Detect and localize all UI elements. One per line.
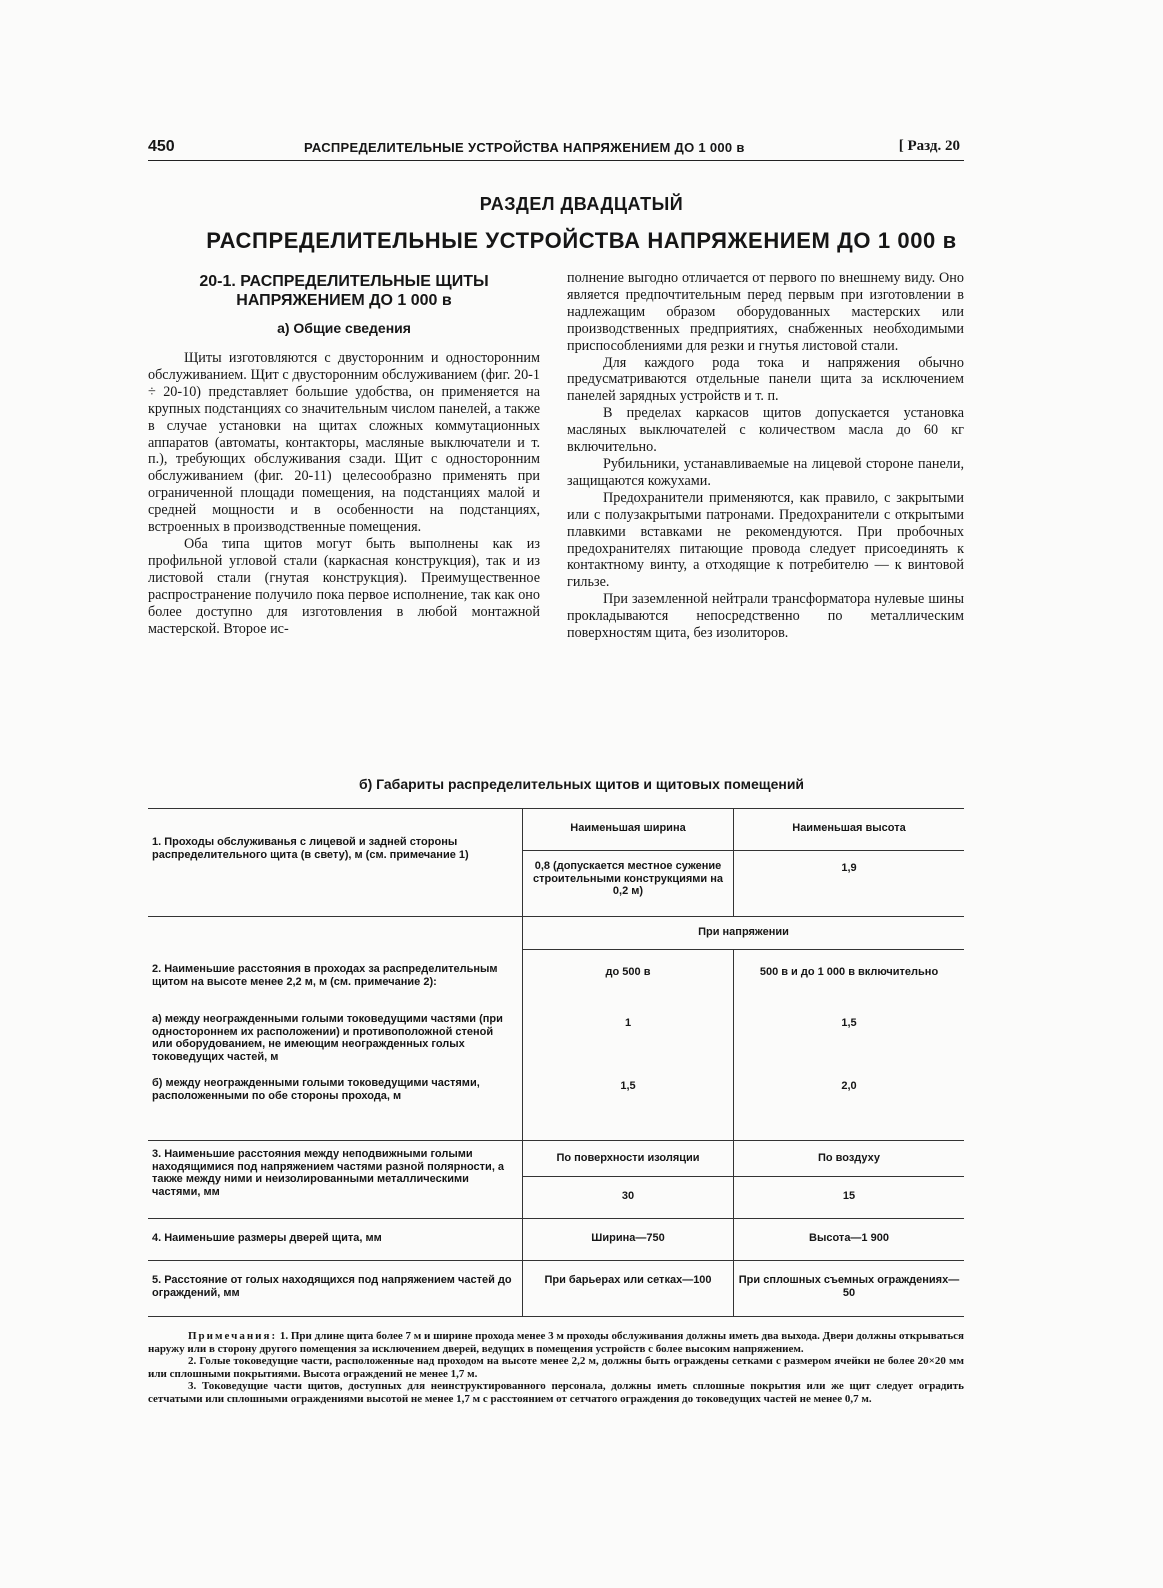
paragraph: Рубильники, устанавливаемые на лицевой стороне панели, защищаются кожухами. [567, 455, 964, 489]
table-rule [148, 916, 964, 917]
row5-col2-value: При сплошных съемных ограждениях—50 [738, 1274, 960, 1299]
row4-col1-value: Ширина—750 [591, 1232, 665, 1244]
section-label: РАЗДЕЛ ДВАДЦАТЫЙ [479, 194, 684, 214]
subsection-title-line1: 20-1. РАСПРЕДЕЛИТЕЛЬНЫЕ ЩИТЫ [199, 273, 489, 290]
row2a-col2: 1,5 [841, 1017, 857, 1029]
row3-col2-header: По воздуху [817, 1152, 881, 1164]
left-column [148, 272, 540, 637]
subsection-title-line2: НАПРЯЖЕНИЕМ ДО 1 000 в [236, 292, 452, 309]
section-reference: [ Разд. 20 [898, 138, 960, 154]
row1-col1-value: 0,8 (допускается местное сужение строительными конструкциями на 0,2 м) [532, 860, 724, 897]
row3-col1-header: По поверхности изоляции [556, 1152, 700, 1164]
paragraph: Щиты изготовляются с двусторонним и односторонним обслуживанием. Щит с двусторонним обслуживанием (фиг. 20-1 ÷ 20-10) представляет большие удобства, он применяется на крупных подстанциях со значительным числом панелей, а также в случае установки на щитах сложных коммутационных аппаратов (автоматы, контакторы, масляные выключатели и т. п.), требующих обслуживания сзади. Щит с односторонним обслуживанием (фиг. 20-11) целесообразно применять при ограниченной площади помещения, на подстанциях малой и средней мощности и в особенности на подстанциях, встроенных в производственные помещения. [148, 350, 540, 536]
row1-label: 1. Проходы обслуживанья с лицевой и задней стороны распределительного щита (в свету), м (см. примечание 1) [152, 836, 469, 861]
running-title: РАСПРЕДЕЛИТЕЛЬНЫЕ УСТРОЙСТВА НАПРЯЖЕНИЕМ ДО 1 000 в [304, 140, 745, 155]
subsection-title [148, 272, 540, 310]
row2a-col1: 1 [624, 1017, 632, 1029]
note-1 [148, 1330, 964, 1355]
right-column [567, 270, 964, 642]
row1-col1-header: Наименьшая ширина [570, 822, 686, 834]
note-2: 2. Голые токоведущие части, расположенные над проходом на высоте менее 2,2 м, должны быть ограждены сетками с размером ячейки не более 20×20 мм или сплошными покрытиями. Высота ограждений не менее 1,7 м. [148, 1355, 964, 1380]
row2a-label: а) между неогражденными голыми токоведущими частями (при одностороннем их расположении) и противоположной стеной или оборудованием, не имеющим неогражденных голых токоведущих частей, м [152, 1013, 503, 1063]
dimensions-table [148, 806, 964, 1326]
table-rule [148, 1260, 964, 1261]
table-rule [148, 1316, 964, 1317]
row4-label: 4. Наименьшие размеры дверей щита, мм [152, 1232, 382, 1244]
table-notes [148, 1330, 964, 1406]
row2-label: 2. Наименьшие расстояния в проходах за распределительным щитом на высоте менее 2,2 м, м (см. примечание 2): [152, 963, 498, 988]
table-rule [733, 808, 734, 916]
running-header [148, 138, 964, 161]
row4-col2-value: Высота—1 900 [809, 1232, 889, 1244]
row5-col1-value: При барьерах или сетках—100 [544, 1274, 712, 1286]
notes-lead: Примечания: [188, 1330, 278, 1342]
row2-col1-header: до 500 в [605, 966, 651, 978]
table-rule [522, 808, 523, 1316]
paragraph: При заземленной нейтрали трансформатора нулевые шины прокладываются непосредственно по металлическим поверхностям щита, без изолиторов. [567, 591, 964, 642]
section-title: РАСПРЕДЕЛИТЕЛЬНЫЕ УСТРОЙСТВА НАПРЯЖЕНИЕМ ДО 1 000 в [206, 228, 957, 253]
subsection-subtitle: а) Общие сведения [277, 320, 411, 336]
row3-label: 3. Наименьшие расстояния между неподвижными голыми находящимися под напряжением частями разной полярности, а также между ними и неизолированными металлическими частями, мм [152, 1148, 505, 1198]
paragraph: Оба типа щитов могут быть выполнены как из профильной угловой стали (каркасная конструкция), так и из листовой стали (гнутая конструкция). Преимущественное распространение получило пока первое исполнение, так как оно более доступно для изготовления в любой монтажной мастерской. Второе ис- [148, 535, 540, 637]
row2-col2-header: 500 в и до 1 000 в включительно [759, 966, 939, 978]
paragraph: Для каждого рода тока и напряжения обычно предусматриваются отдельные панели щита за исключением панелей зарядных устройств и т. п. [567, 354, 964, 405]
table-rule [522, 850, 964, 851]
table-rule [148, 1140, 964, 1141]
voltage-header: При напряжении [698, 926, 789, 938]
paragraph: полнение выгодно отличается от первого по внешнему виду. Оно является предпочтительным перед первым при изготовлении в надлежащим образом оборудованных мастерских или производственных предприятиях, снабженных необходимыми приспособлениями для резки и гнутья листовой стали. [567, 270, 964, 354]
table-heading: б) Габариты распределительных щитов и щитовых помещений [358, 776, 805, 792]
row3-col2-value: 15 [842, 1190, 856, 1202]
paragraph: Предохранители применяются, как правило, с закрытыми или с полузакрытыми патронами. Предохранители с открытыми плавкими вставками не рекомендуются. При пробочных предохранителях питающие провода следует присоединять к контактному винту, а отходящие к потребителю — к винтовой гильзе. [567, 489, 964, 591]
paragraph: В пределах каркасов щитов допускается установка масляных выключателей с количеством масла до 60 кг включительно. [567, 405, 964, 456]
table-rule [733, 949, 734, 1316]
table-rule [522, 949, 964, 950]
row1-col2-header: Наименьшая высота [792, 822, 906, 834]
table-rule [522, 1176, 964, 1177]
row2b-col2: 2,0 [841, 1080, 857, 1092]
row1-col2-value: 1,9 [841, 862, 857, 874]
note-3: 3. Токоведущие части щитов, доступных для неинструктированного персонала, должны иметь сплошные покрытия или же щит следует оградить сетчатыми или сплошными ограждениями высотой не менее 1,7 м с расстоянием от сетчатого ограждения до токоведущих частей не менее 0,7 м. [148, 1380, 964, 1405]
row3-col1-value: 30 [621, 1190, 635, 1202]
row2b-label: б) между неогражденными голыми токоведущими частями, расположенными по обе стороны прохода, м [152, 1077, 480, 1102]
table-rule [148, 1218, 964, 1219]
page-number: 450 [148, 138, 175, 155]
table-rule [148, 808, 964, 809]
note-1-text: 1. При длине щита более 7 м и ширине прохода менее 3 м проходы обслуживания должны иметь два выхода. Двери должны открываться наружу или в сторону другого помещения за исключением дверей, ведущих в помещения устройств с более высоким напряжением. [148, 1330, 964, 1355]
row5-label: 5. Расстояние от голых находящихся под напряжением частей до ограждений, мм [152, 1274, 512, 1299]
row2b-col1: 1,5 [620, 1080, 636, 1092]
